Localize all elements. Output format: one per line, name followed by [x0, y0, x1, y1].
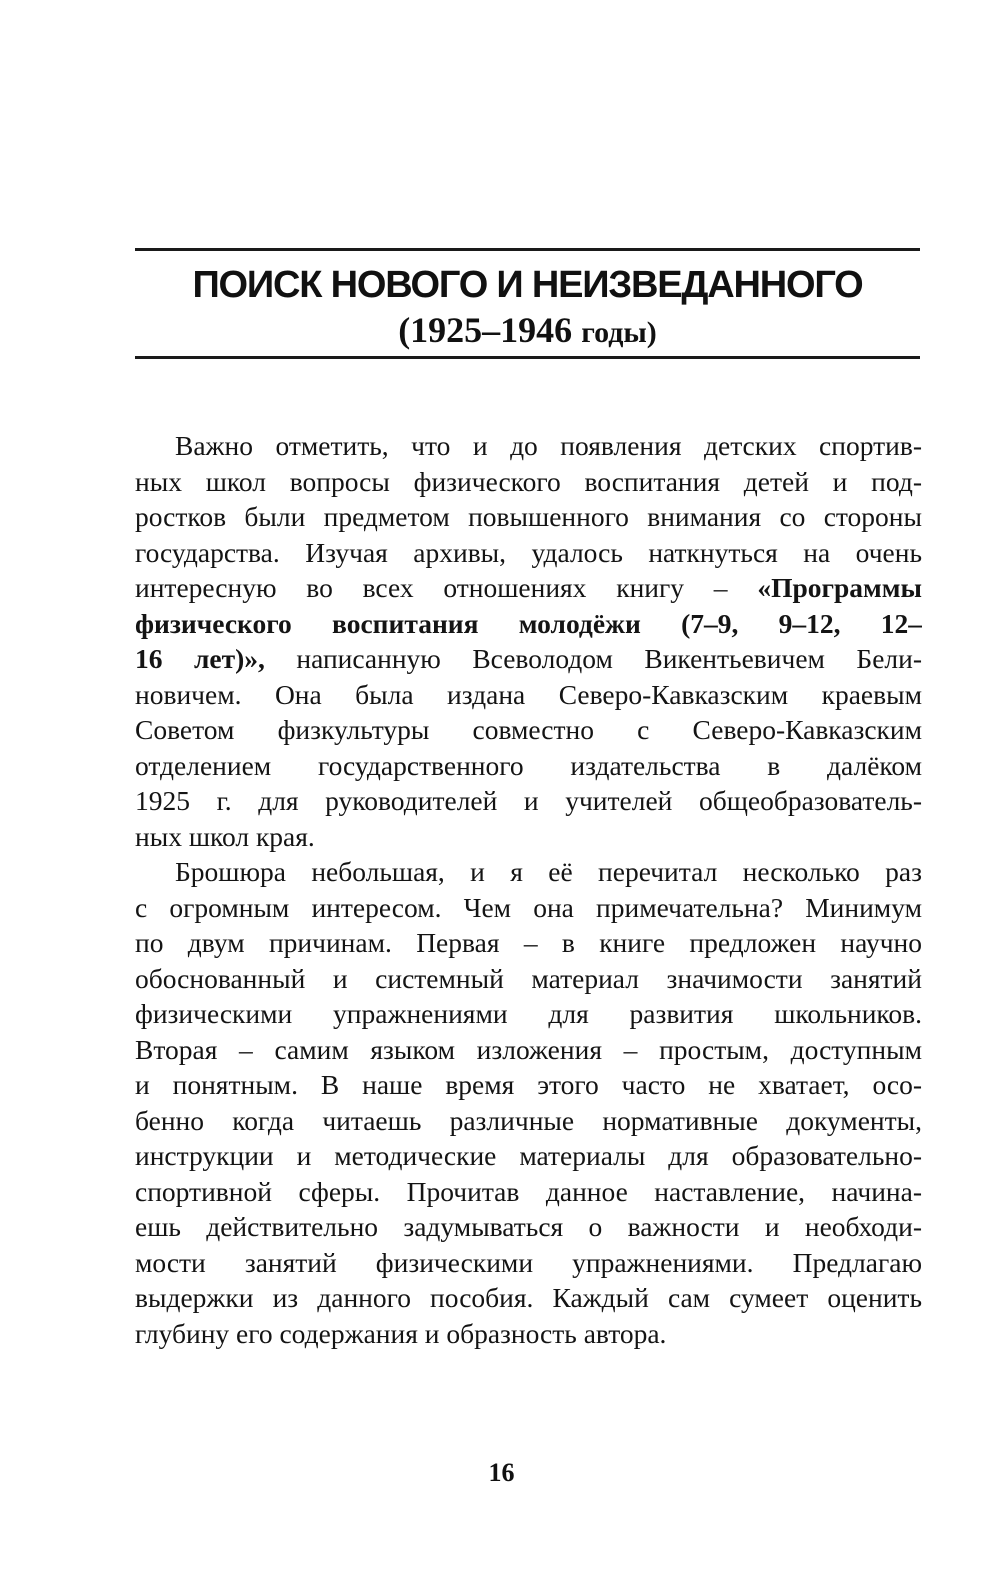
- book-title-part: физического воспитания молодёжи (7–9, 9–12, 12–: [135, 607, 922, 639]
- text-line: мости занятий физическими упражнениями. Предлагаю: [135, 1246, 922, 1278]
- text-run: написанную Всеволодом Викентьевичем Бели-: [264, 643, 922, 674]
- text-line: с огромным интересом. Чем она примечательна? Минимум: [135, 891, 922, 923]
- chapter-subtitle: [135, 308, 920, 355]
- text-line: инструкции и методические материалы для образовательно-: [135, 1140, 922, 1171]
- text-line: по двум причинам. Первая – в книге предложен научно: [135, 927, 922, 958]
- text-line: [135, 570, 922, 606]
- header-bottom-rule: [135, 356, 920, 359]
- text-line: спортивной сферы. Прочитав данное наставление, начина-: [135, 1175, 922, 1207]
- text-line: и понятным. В наше время этого часто не хватает, осо-: [135, 1069, 922, 1100]
- text-line: физическими упражнениями для развития школьников.: [135, 998, 922, 1029]
- chapter-title: ПОИСК НОВОГО И НЕИЗВЕДАННОГО: [192, 264, 863, 306]
- subtitle-suffix: годы): [581, 316, 657, 349]
- text-line: бенно когда читаешь различные нормативные документы,: [135, 1104, 922, 1136]
- text-line: обоснованный и системный материал значимости занятий: [135, 962, 922, 994]
- text-line: Вторая – самим языком изложения – простым, доступным: [135, 1033, 922, 1065]
- text-line: [135, 641, 922, 677]
- book-title-part: 16 лет)»,: [135, 643, 265, 674]
- text-run: интересную во всех отношениях книгу –: [135, 572, 758, 603]
- text-line: государства. Изучая архивы, удалось наткнуться на очень: [135, 536, 922, 568]
- subtitle-years: (1925–1946: [398, 310, 573, 350]
- text-line: новичем. Она была издана Северо-Кавказским краевым: [135, 678, 922, 710]
- text-line: Брошюра небольшая, и я её перечитал несколько раз: [175, 856, 922, 887]
- header-top-rule: [135, 248, 920, 251]
- text-line: Важно отметить, что и до появления детских спортив-: [175, 430, 922, 461]
- body-text: [135, 428, 922, 1351]
- paragraph-1: [135, 428, 922, 854]
- text-line: ных школ края.: [135, 820, 315, 852]
- text-line: ростков были предметом повышенного внимания со стороны: [135, 501, 922, 532]
- text-line: [135, 606, 922, 642]
- book-title-part: «Программы: [757, 572, 922, 603]
- paragraph-2: [135, 854, 922, 1351]
- text-line: 1925 г. для руководителей и учителей общеобразователь-: [135, 785, 922, 816]
- text-line: выдержки из данного пособия. Каждый сам сумеет оценить: [135, 1282, 922, 1313]
- text-line: Советом физкультуры совместно с Северо-Кавказским: [135, 714, 922, 745]
- text-line: ешь действительно задумываться о важности и необходи-: [135, 1211, 922, 1242]
- page-number: 16: [488, 1458, 515, 1487]
- text-line: глубину его содержания и образность автора.: [135, 1317, 667, 1349]
- text-line: отделением государственного издательства в далёком: [135, 749, 922, 781]
- text-line: ных школ вопросы физического воспитания детей и под-: [135, 465, 922, 497]
